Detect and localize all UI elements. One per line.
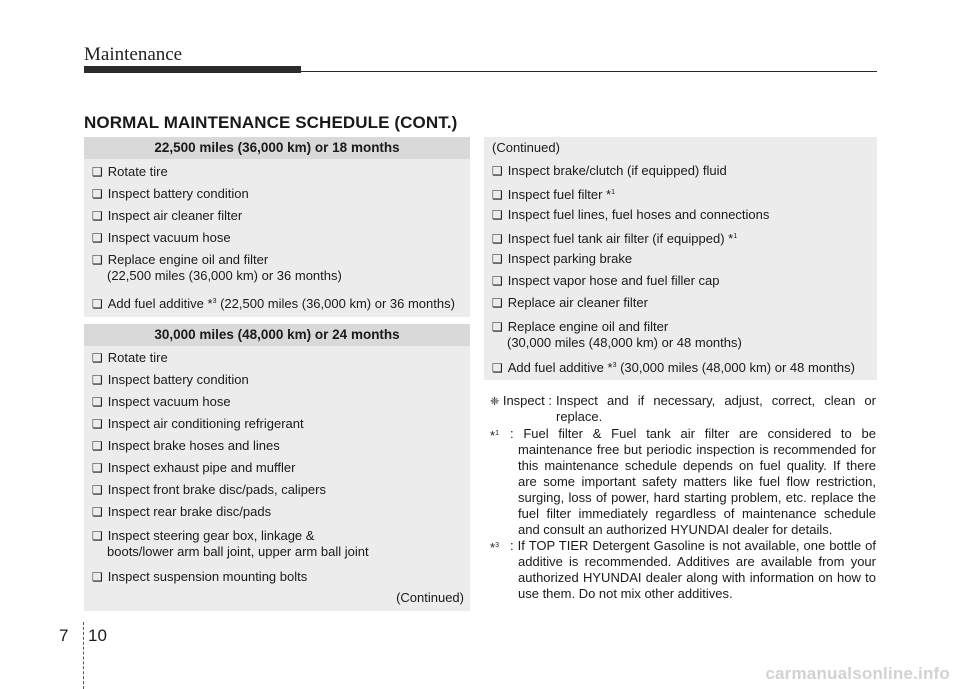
interval-22500-panel xyxy=(84,137,470,317)
checkbox-icon: ❑ xyxy=(92,253,103,267)
running-head: Maintenance xyxy=(84,44,183,65)
checkbox-icon: ❑ xyxy=(492,188,503,202)
checkbox-icon: ❑ xyxy=(92,297,103,311)
section-title: NORMAL MAINTENANCE SCHEDULE (CONT.) xyxy=(84,113,458,132)
checkbox-icon: ❑ xyxy=(92,505,103,519)
list-item: ❑ Inspect rear brake disc/pads xyxy=(92,504,272,519)
checkbox-icon: ❑ xyxy=(492,361,503,375)
list-item: ❑ Inspect steering gear box, linkage & boots/lower arm ball joint, upper arm ball joint xyxy=(92,528,369,559)
list-item: ❑ Inspect fuel filter *$^1$ xyxy=(492,187,615,202)
checkbox-icon: ❑ xyxy=(92,395,103,409)
list-item: ❑ Inspect exhaust pipe and muffler xyxy=(92,460,296,475)
list-item: ❑ Inspect battery condition xyxy=(92,372,249,387)
checkbox-icon: ❑ xyxy=(92,165,103,179)
checkbox-icon: ❑ xyxy=(92,187,103,201)
checkbox-icon: ❑ xyxy=(92,209,103,223)
list-item: ❑ Replace engine oil and filter (22,500 miles (36,000 km) or 36 months) xyxy=(92,252,342,283)
list-item: ❑ Inspect air conditioning refrigerant xyxy=(92,416,304,431)
watermark: carmanualsonline.info xyxy=(765,664,950,683)
checkbox-icon: ❑ xyxy=(92,417,103,431)
continued-label: (Continued) xyxy=(396,590,464,605)
footnote-3: *$^3$ : If TOP TIER Detergent Gasoline is not available, one bottle of additive is recommended. Additives are available from your authorized HYUNDAI dealer along with information on how to use them. Do not mix other additives. xyxy=(490,538,876,601)
list-item: ❑ Inspect fuel lines, fuel hoses and connections xyxy=(492,207,770,222)
checkbox-icon: ❑ xyxy=(492,232,503,246)
checkbox-icon: ❑ xyxy=(92,570,103,584)
continued-label: (Continued) xyxy=(492,140,560,155)
interval-30000-panel xyxy=(84,324,470,611)
chapter-number: 7 xyxy=(59,626,69,645)
list-item: ❑ Inspect vacuum hose xyxy=(92,394,231,409)
list-item: ❑ Inspect vacuum hose xyxy=(92,230,231,245)
list-item: ❑ Rotate tire xyxy=(92,350,168,365)
list-item: ❑ Rotate tire xyxy=(92,164,168,179)
interval-22500-header: 22,500 miles (36,000 km) or 18 months xyxy=(84,137,470,159)
list-item: ❑ Inspect brake hoses and lines xyxy=(92,438,280,453)
checkbox-icon: ❑ xyxy=(92,351,103,365)
list-item: ❑ Inspect brake/clutch (if equipped) fluid xyxy=(492,163,727,178)
checkbox-icon: ❑ xyxy=(492,320,503,334)
footnote-1: *$^1$ : Fuel filter & Fuel tank air filter are considered to be maintenance free but periodic inspection is recommended for this maintenance schedule depends on fuel quality. If there are some important safety matters like fuel flow restriction, surging, loss of power, hard starting problem, etc. replace the fuel filter immediately regardless of maintenance schedule and consult an authorized HYUNDAI dealer for details. xyxy=(490,426,876,537)
inspect-note: ❈ Inspect : Inspect and if necessary, adjust, correct, clean or replace. xyxy=(490,393,876,424)
list-item: ❑ Inspect suspension mounting bolts xyxy=(92,569,308,584)
checkbox-icon: ❑ xyxy=(492,296,503,310)
page-number: 10 xyxy=(88,626,107,645)
list-item: ❑ Replace engine oil and filter (30,000 miles (48,000 km) or 48 months) xyxy=(492,319,742,350)
interval-30000-header: 30,000 miles (48,000 km) or 24 months xyxy=(84,324,470,346)
checkbox-icon: ❑ xyxy=(92,483,103,497)
header-rule xyxy=(301,71,877,72)
checkbox-icon: ❑ xyxy=(92,439,103,453)
checkbox-icon: ❑ xyxy=(492,208,503,222)
list-item: ❑ Inspect fuel tank air filter (if equipped) *$^1$ xyxy=(492,231,738,246)
checkbox-icon: ❑ xyxy=(492,164,503,178)
list-item: ❑ Add fuel additive *$^3$ (30,000 miles (48,000 km) or 48 months) xyxy=(492,360,855,375)
header-bar xyxy=(84,66,301,73)
list-item: ❑ Inspect air cleaner filter xyxy=(92,208,243,223)
list-item: ❑ Inspect front brake disc/pads, calipers xyxy=(92,482,326,497)
interval-30000-continued-panel xyxy=(484,137,877,380)
note-icon: ❈ xyxy=(490,395,500,408)
checkbox-icon: ❑ xyxy=(92,461,103,475)
list-item: ❑ Replace air cleaner filter xyxy=(492,295,648,310)
page-divider xyxy=(83,622,84,689)
list-item: ❑ Inspect vapor hose and fuel filler cap xyxy=(492,273,720,288)
checkbox-icon: ❑ xyxy=(92,231,103,245)
checkbox-icon: ❑ xyxy=(492,252,503,266)
checkbox-icon: ❑ xyxy=(92,529,103,543)
list-item: ❑ Inspect battery condition xyxy=(92,186,249,201)
checkbox-icon: ❑ xyxy=(92,373,103,387)
list-item: ❑ Add fuel additive *$^3$ (22,500 miles (36,000 km) or 36 months) xyxy=(92,296,455,311)
list-item: ❑ Inspect parking brake xyxy=(492,251,633,266)
checkbox-icon: ❑ xyxy=(492,274,503,288)
